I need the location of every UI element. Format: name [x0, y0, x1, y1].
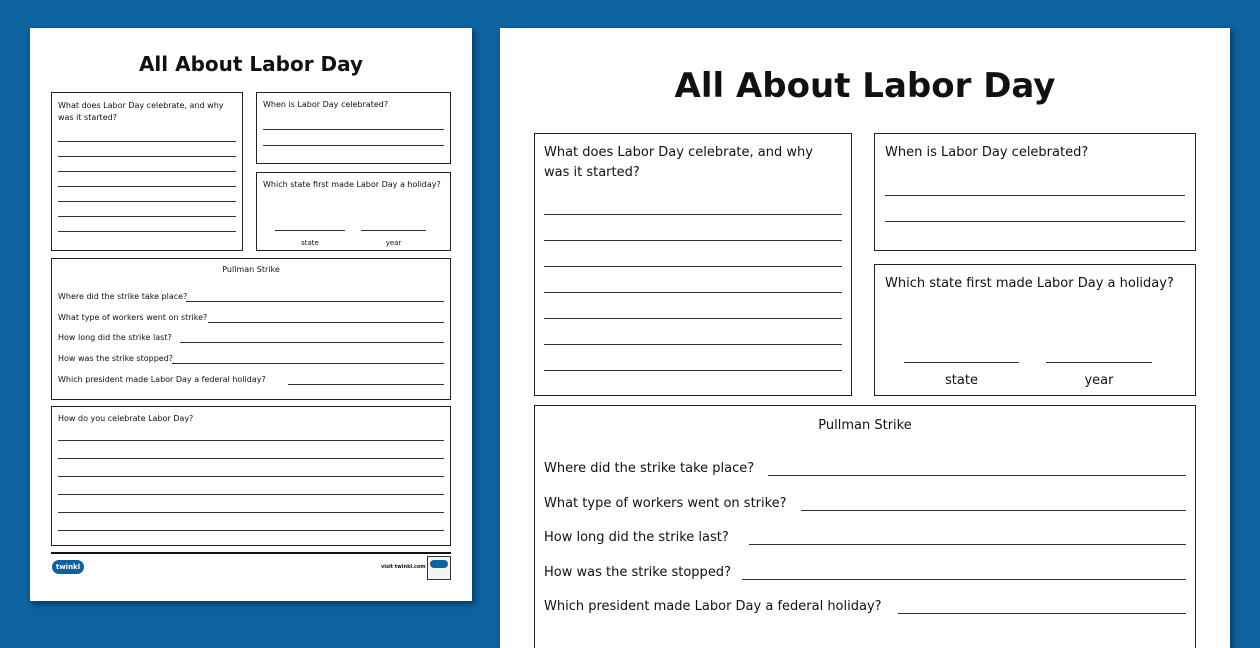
celebrate-how-question: How do you celebrate Labor Day? [58, 414, 194, 423]
answer-line[interactable] [742, 579, 1186, 580]
answer-line[interactable] [885, 221, 1185, 222]
state-question: Which state first made Labor Day a holiday? [885, 276, 1174, 291]
answer-line[interactable] [180, 342, 444, 343]
pullman-question: What type of workers went on strike? [544, 496, 787, 511]
when-question: When is Labor Day celebrated? [885, 145, 1089, 160]
twinkl-logo[interactable]: twinkl [52, 560, 84, 574]
when-question: When is Labor Day celebrated? [263, 100, 389, 109]
state-question: Which state first made Labor Day a holiday? [263, 180, 441, 189]
pullman-question: Which president made Labor Day a federal holiday? [58, 375, 266, 384]
answer-line[interactable] [58, 171, 236, 172]
answer-line[interactable] [58, 186, 236, 187]
footer-divider [51, 552, 451, 554]
answer-line[interactable] [898, 613, 1186, 614]
badge-ribbon-icon [430, 560, 448, 568]
answer-line[interactable] [768, 475, 1186, 476]
answer-line[interactable] [58, 156, 236, 157]
answer-line[interactable] [58, 201, 236, 202]
worksheet-title: All About Labor Day [674, 66, 1056, 106]
worksheet-preview [500, 28, 1230, 648]
answer-line[interactable] [544, 344, 842, 345]
celebrate-question: What does Labor Day celebrate, and why was it started? [58, 101, 224, 122]
answer-line[interactable] [58, 530, 444, 531]
celebrate-how-box [51, 406, 451, 546]
answer-line[interactable] [544, 292, 842, 293]
state-answer-line[interactable] [904, 362, 1019, 363]
answer-line[interactable] [208, 322, 444, 323]
answer-line[interactable] [58, 494, 444, 495]
badge-icon [427, 556, 451, 580]
answer-line[interactable] [544, 240, 842, 241]
pullman-question: How was the strike stopped? [544, 565, 731, 580]
answer-line[interactable] [544, 370, 842, 371]
answer-line[interactable] [58, 216, 236, 217]
answer-line[interactable] [58, 231, 236, 232]
pullman-question: What type of workers went on strike? [58, 313, 208, 322]
pullman-question: Where did the strike take place? [544, 461, 755, 476]
pullman-question: How long did the strike last? [58, 333, 172, 342]
state-answer-line[interactable] [275, 230, 345, 231]
when-question-box [874, 133, 1196, 251]
celebrate-question-line2: was it started? [544, 165, 640, 180]
answer-line[interactable] [263, 145, 444, 146]
pullman-question: How long did the strike last? [544, 530, 729, 545]
worksheet-thumbnail [30, 28, 472, 601]
pullman-question: Where did the strike take place? [58, 292, 188, 301]
answer-line[interactable] [58, 458, 444, 459]
pullman-strike-box [51, 258, 451, 400]
answer-line[interactable] [58, 476, 444, 477]
answer-line[interactable] [885, 195, 1185, 196]
celebrate-question-line1: What does Labor Day celebrate, and why [544, 145, 813, 160]
pullman-heading: Pullman Strike [222, 265, 280, 274]
when-question-box [256, 92, 451, 164]
answer-line[interactable] [288, 384, 444, 385]
answer-line[interactable] [801, 510, 1186, 511]
answer-line[interactable] [544, 318, 842, 319]
answer-line[interactable] [544, 266, 842, 267]
answer-line[interactable] [172, 363, 444, 364]
state-label: state [945, 373, 978, 388]
answer-line[interactable] [749, 544, 1186, 545]
pullman-question: Which president made Labor Day a federal holiday? [544, 599, 882, 614]
year-label: year [1084, 373, 1114, 388]
state-question-box [874, 264, 1196, 396]
celebrate-question-box [51, 92, 243, 251]
pullman-strike-box [534, 405, 1196, 648]
state-label: state [301, 239, 319, 247]
celebrate-question-box [534, 133, 852, 396]
state-question-box [256, 172, 451, 251]
answer-line[interactable] [58, 141, 236, 142]
year-label: year [385, 239, 402, 247]
year-answer-line[interactable] [361, 230, 426, 231]
pullman-heading: Pullman Strike [818, 418, 912, 433]
pullman-question: How was the strike stopped? [58, 354, 174, 363]
footer-url[interactable]: visit twinkl.com [381, 564, 426, 570]
answer-line[interactable] [58, 440, 444, 441]
year-answer-line[interactable] [1046, 362, 1152, 363]
worksheet-title: All About Labor Day [138, 52, 364, 76]
answer-line[interactable] [186, 301, 444, 302]
answer-line[interactable] [58, 512, 444, 513]
answer-line[interactable] [544, 214, 842, 215]
answer-line[interactable] [263, 129, 444, 130]
